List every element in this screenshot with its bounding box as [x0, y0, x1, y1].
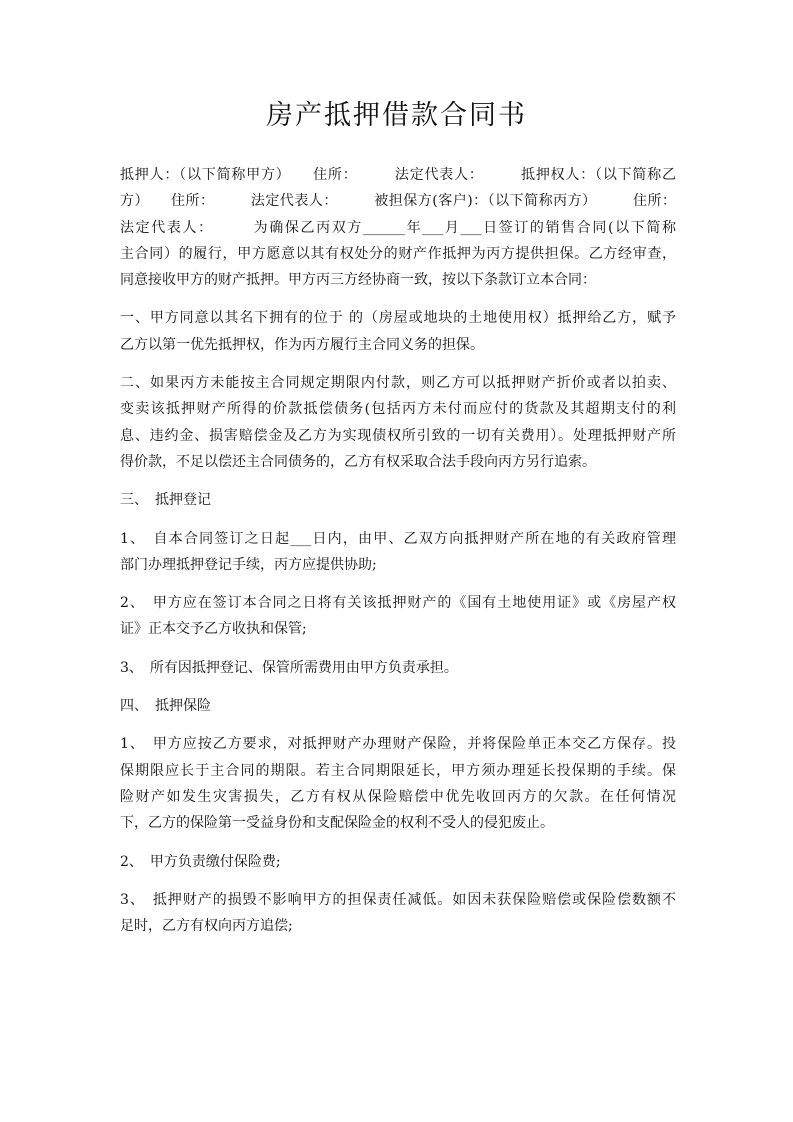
text-line: 足时，乙方有权向丙方追偿; [120, 918, 293, 935]
paragraph-registration-3 [120, 655, 676, 681]
document-body [120, 162, 676, 951]
text-line: 息、违约金、损害赔偿金及乙方为实现债权所引致的一切有关费用）。处理抵押财产所 [120, 427, 676, 444]
text-line: 三、 抵押登记 [120, 492, 211, 509]
text-line: 险财产如发生灾害损失，乙方有权从保险赔偿中优先收回丙方的欠款。在任何情况 [120, 788, 676, 805]
text-line: 乙方以第一优先抵押权，作为丙方履行主合同义务的担保。 [120, 336, 484, 353]
text-line: 保期限应长于主合同的期限。若主合同期限延长，甲方须办理延长投保期的手续。保 [120, 762, 676, 779]
text-line: 法定代表人： 为确保乙丙双方______年___月___日签订的销售合同(以下简称 [120, 219, 676, 236]
paragraph-parties [120, 162, 676, 293]
text-line: 部门办理抵押登记手续，丙方应提供协助; [120, 556, 377, 573]
paragraph-insurance-2 [120, 849, 676, 875]
text-line: 得价款，不足以偿还主合同债务的，乙方有权采取合法手段向丙方另行追索。 [120, 453, 596, 470]
section-heading-registration [120, 487, 676, 513]
text-line: 证》正本交予乙方收执和保管; [120, 621, 307, 638]
text-line: 主合同）的履行，甲方愿意以其有权处分的财产作抵押为丙方提供担保。乙方经审查， [120, 245, 676, 262]
text-line: 下，乙方的保险第一受益身份和支配保险金的权利不受人的侵犯废止。 [120, 815, 554, 832]
paragraph-insurance-3 [120, 887, 676, 940]
paragraph-clause-2 [120, 370, 676, 475]
paragraph-registration-2 [120, 590, 676, 643]
text-line: 同意接收甲方的财产抵押。甲方丙三方经协商一致，按以下条款订立本合同： [120, 272, 596, 289]
text-line: 1、 自本合同签订之日起___日内，由甲、乙双方向抵押财产所在地的有关政府管理 [120, 530, 676, 547]
text-line: 变卖该抵押财产所得的价款抵偿债务(包括丙方未付而应付的货款及其超期支付的利 [120, 401, 676, 418]
text-line: 3、 所有因抵押登记、保管所需费用由甲方负责承担。 [120, 659, 458, 676]
text-line: 一、甲方同意以其名下拥有的位于 的（房屋或地块的土地使用权）抵押给乙方，赋予 [120, 310, 676, 327]
text-line: 抵押人：（以下简称甲方） 住所： 法定代表人： 抵押权人：（以下简称乙 [120, 167, 676, 183]
paragraph-insurance-1 [120, 731, 676, 836]
document-title: 房产抵押借款合同书 [266, 100, 527, 131]
text-line: 四、 抵押保险 [120, 698, 211, 715]
text-line: 2、 甲方负责缴付保险费; [120, 853, 281, 870]
section-heading-insurance [120, 693, 676, 719]
paragraph-registration-1 [120, 526, 676, 579]
text-line: 二、如果丙方未能按主合同规定期限内付款，则乙方可以抵押财产折价或者以拍卖、 [120, 375, 676, 392]
text-line: 3、 抵押财产的损毁不影响甲方的担保责任减低。如因未获保险赔偿或保险偿数额不 [120, 891, 676, 908]
paragraph-clause-1 [120, 305, 676, 358]
text-line: 方） 住所： 法定代表人： 被担保方(客户)：（以下简称丙方） 住所： [120, 193, 676, 210]
text-line: 1、 甲方应按乙方要求，对抵押财产办理财产保险，并将保险单正本交乙方保存。投 [120, 736, 676, 753]
text-line: 2、 甲方应在签订本合同之日将有关该抵押财产的《国有土地使用证》或《房屋产权 [120, 595, 676, 612]
